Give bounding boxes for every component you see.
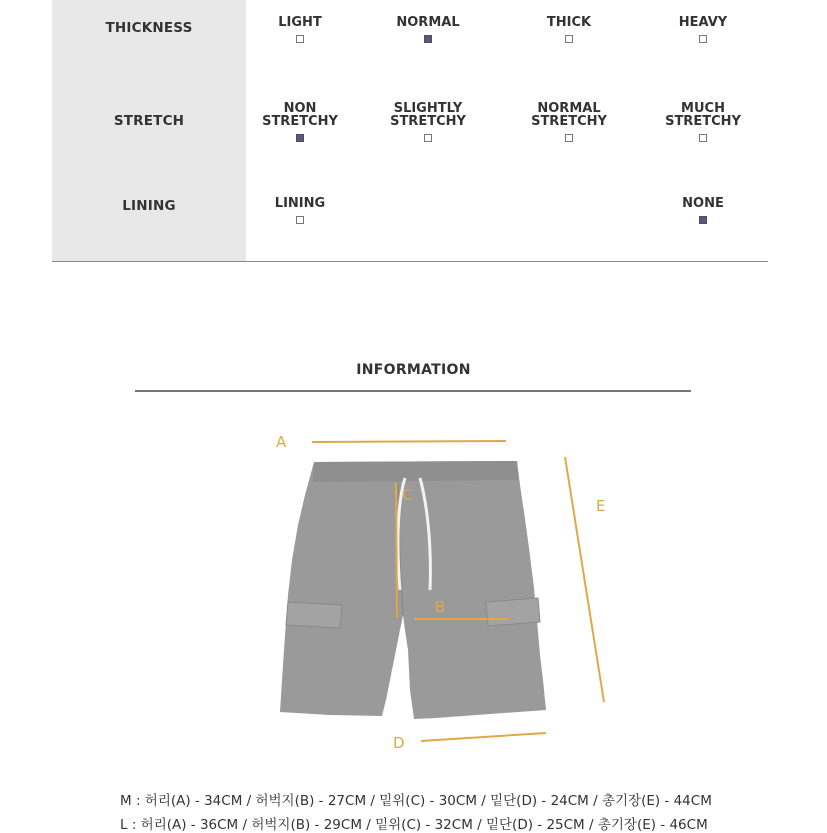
left-cargo-pocket (286, 602, 342, 628)
hem-line-d (421, 733, 546, 741)
option-label: NONE (682, 196, 724, 211)
size-spec-m: M : 허리(A) - 34CM / 허벅지(B) - 27CM / 밑위(C) - 30CM / 밑단(D) - 24CM / 총기장(E) - 44CM (120, 793, 712, 809)
option-label: SLIGHTLY STRETCHY (390, 101, 466, 129)
option-label: NORMAL STRETCHY (531, 101, 607, 129)
size-spec-l: L : 허리(A) - 36CM / 허벅지(B) - 29CM / 밑위(C) - 32CM / 밑단(D) - 25CM / 총기장(E) - 46CM (120, 817, 708, 833)
row-label-stretch: STRETCH (113, 113, 185, 129)
option-label: LINING (274, 196, 326, 211)
option-label: NON STRETCHY (262, 101, 338, 129)
letter-d: D (393, 734, 405, 752)
letter-b: B (435, 598, 446, 616)
waistband (313, 461, 518, 482)
shorts-illustration (280, 461, 546, 719)
rise-line-c (396, 482, 397, 618)
row-label-thickness: THICKNESS (105, 20, 193, 36)
option-label: HEAVY (678, 15, 728, 30)
option-label: LIGHT (278, 15, 322, 30)
waist-line-a (312, 441, 506, 442)
option-label: NORMAL (396, 15, 460, 30)
shorts-body (280, 461, 546, 719)
letter-e: E (596, 497, 606, 515)
length-line-e (565, 457, 604, 702)
letter-c: C (402, 486, 413, 504)
letter-a: A (276, 433, 287, 451)
right-cargo-pocket (486, 598, 540, 626)
information-title: INFORMATION (356, 362, 471, 378)
option-label: THICK (546, 15, 592, 30)
option-label: MUCH STRETCHY (665, 101, 741, 129)
row-label-lining: LINING (122, 198, 176, 214)
